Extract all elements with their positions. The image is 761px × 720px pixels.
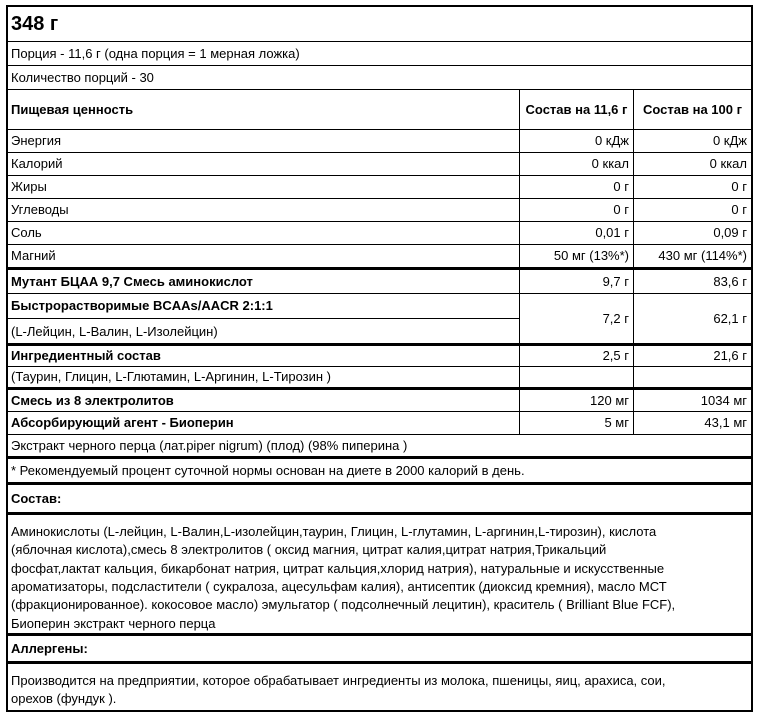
row-value-100g: 0,09 г bbox=[633, 222, 751, 244]
composition-title-row bbox=[8, 482, 751, 512]
row-empty bbox=[633, 367, 751, 387]
row-value-100g: 0 кДж bbox=[633, 130, 751, 152]
row-value-portion: 7,2 г bbox=[519, 294, 633, 343]
pepper-extract: Экстракт черного перца (лат.piper nigrum) (плод) (98% пиперина ) bbox=[11, 437, 408, 453]
footnote: * Рекомендуемый процент суточной нормы основан на диете в 2000 калорий в день. bbox=[11, 462, 525, 478]
allergens-title: Аллергены: bbox=[11, 640, 88, 656]
table-row-bioperine bbox=[8, 411, 751, 434]
composition-title: Состав: bbox=[11, 490, 62, 506]
table-row bbox=[8, 198, 751, 221]
bcaa-name: Быстрорастворимые BCAAs/AACR 2:1:1 bbox=[11, 298, 273, 313]
package-weight: 348 г bbox=[11, 13, 59, 35]
row-label: Соль bbox=[11, 225, 42, 240]
row-sublabel bbox=[8, 319, 519, 344]
row-value-portion: 120 мг bbox=[519, 390, 633, 411]
row-value-portion: 0 кДж bbox=[519, 130, 633, 152]
col-per-100g: Состав на 100 г bbox=[633, 90, 751, 129]
row-value-100g: 0 г bbox=[633, 176, 751, 198]
row-value-portion: 9,7 г bbox=[519, 270, 633, 293]
table-row bbox=[8, 129, 751, 152]
table-row-bcaa bbox=[8, 293, 751, 343]
composition-line: (яблочная кислота),смесь 8 электролитов ( оксид магния, цитрат калия,цитрат натрия,Трикальций bbox=[11, 542, 607, 558]
row-label: Мутант БЦАА 9,7 Смесь аминокислот bbox=[11, 273, 253, 289]
composition-line: ароматизаторы, подсластители ( сукралоза, ацесульфам калия), антисептик (диоксид кремния), масло МСТ bbox=[11, 578, 667, 594]
table-row bbox=[8, 244, 751, 267]
table-row-ingredients bbox=[8, 343, 751, 366]
table-row bbox=[8, 221, 751, 244]
allergens-line: орехов (фундук ). bbox=[11, 691, 117, 707]
footnote-row bbox=[8, 456, 751, 482]
allergens-body bbox=[8, 661, 751, 710]
composition-line: Биоперин экстракт черного перца bbox=[11, 615, 216, 631]
row-value-portion: 0 г bbox=[519, 176, 633, 198]
table-row-blend bbox=[8, 267, 751, 293]
table-row bbox=[8, 152, 751, 175]
row-label: Абсорбирующий агент - Биоперин bbox=[11, 415, 234, 430]
weight-row bbox=[8, 7, 751, 41]
row-value-100g: 1034 мг bbox=[633, 390, 751, 411]
composition-line: (фракционированное). кокосовое масло) эмульгатор ( подсолнечный лецитин), краситель ( Brilliant Blue FCF), bbox=[11, 597, 676, 613]
row-value-portion: 50 мг (13%*) bbox=[519, 245, 633, 267]
row-label bbox=[8, 294, 519, 319]
row-label: Калорий bbox=[11, 156, 63, 171]
row-value-100g: 0 ккал bbox=[633, 153, 751, 175]
col-per-portion: Состав на 11,6 г bbox=[519, 90, 633, 129]
servings-row bbox=[8, 65, 751, 89]
row-label: Энергия bbox=[11, 133, 62, 148]
row-label: Ингредиентный состав bbox=[11, 348, 161, 363]
row-label: Жиры bbox=[11, 179, 47, 194]
row-value-100g: 62,1 г bbox=[633, 294, 751, 343]
table-row bbox=[8, 175, 751, 198]
row-value-portion: 5 мг bbox=[519, 412, 633, 434]
table-row-electrolytes bbox=[8, 387, 751, 411]
row-label: Углеводы bbox=[11, 202, 69, 217]
row-value-100g: 43,1 мг bbox=[633, 412, 751, 434]
composition-line: Аминокислоты (L-лейцин, L-Валин,L-изолейцин,таурин, Глицин, L-глутамин, L-аргинин,L-тирозин), кислота bbox=[11, 524, 657, 539]
row-value-portion: 0 ккал bbox=[519, 153, 633, 175]
row-empty bbox=[519, 367, 633, 387]
servings-count: Количество порций - 30 bbox=[11, 69, 154, 85]
composition-body bbox=[8, 512, 751, 633]
table-row-ingredients-sub bbox=[8, 366, 751, 387]
row-value-100g: 83,6 г bbox=[633, 270, 751, 293]
row-value-100g: 430 мг (114%*) bbox=[633, 245, 751, 267]
row-label: Магний bbox=[11, 248, 56, 263]
portion-size: Порция - 11,6 г (одна порция = 1 мерная ложка) bbox=[11, 45, 300, 61]
row-value-100g: 21,6 г bbox=[633, 346, 751, 366]
pepper-row bbox=[8, 434, 751, 456]
row-value-100g: 0 г bbox=[633, 199, 751, 221]
row-value-portion: 0 г bbox=[519, 199, 633, 221]
nutrition-label bbox=[6, 5, 753, 712]
row-value-portion: 2,5 г bbox=[519, 346, 633, 366]
row-label: Смесь из 8 электролитов bbox=[11, 392, 174, 408]
composition-line: фосфат,лактат кальция, бикарбонат натрия, цитрат кальция,хлорид натрия), натуральные и искусственные bbox=[11, 560, 665, 576]
table-header bbox=[8, 89, 751, 129]
bcaa-components: (L-Лейцин, L-Валин, L-Изолейцин) bbox=[11, 323, 218, 339]
table-title: Пищевая ценность bbox=[11, 101, 134, 117]
row-sublabel: (Таурин, Глицин, L-Глютамин, L-Аргинин, L-Тирозин ) bbox=[11, 369, 331, 384]
row-value-portion: 0,01 г bbox=[519, 222, 633, 244]
allergens-line: Производится на предприятии, которое обрабатывает ингредиенты из молока, пшеницы, яиц, арахиса, сои, bbox=[11, 673, 666, 688]
portion-row bbox=[8, 41, 751, 65]
allergens-title-row bbox=[8, 633, 751, 661]
